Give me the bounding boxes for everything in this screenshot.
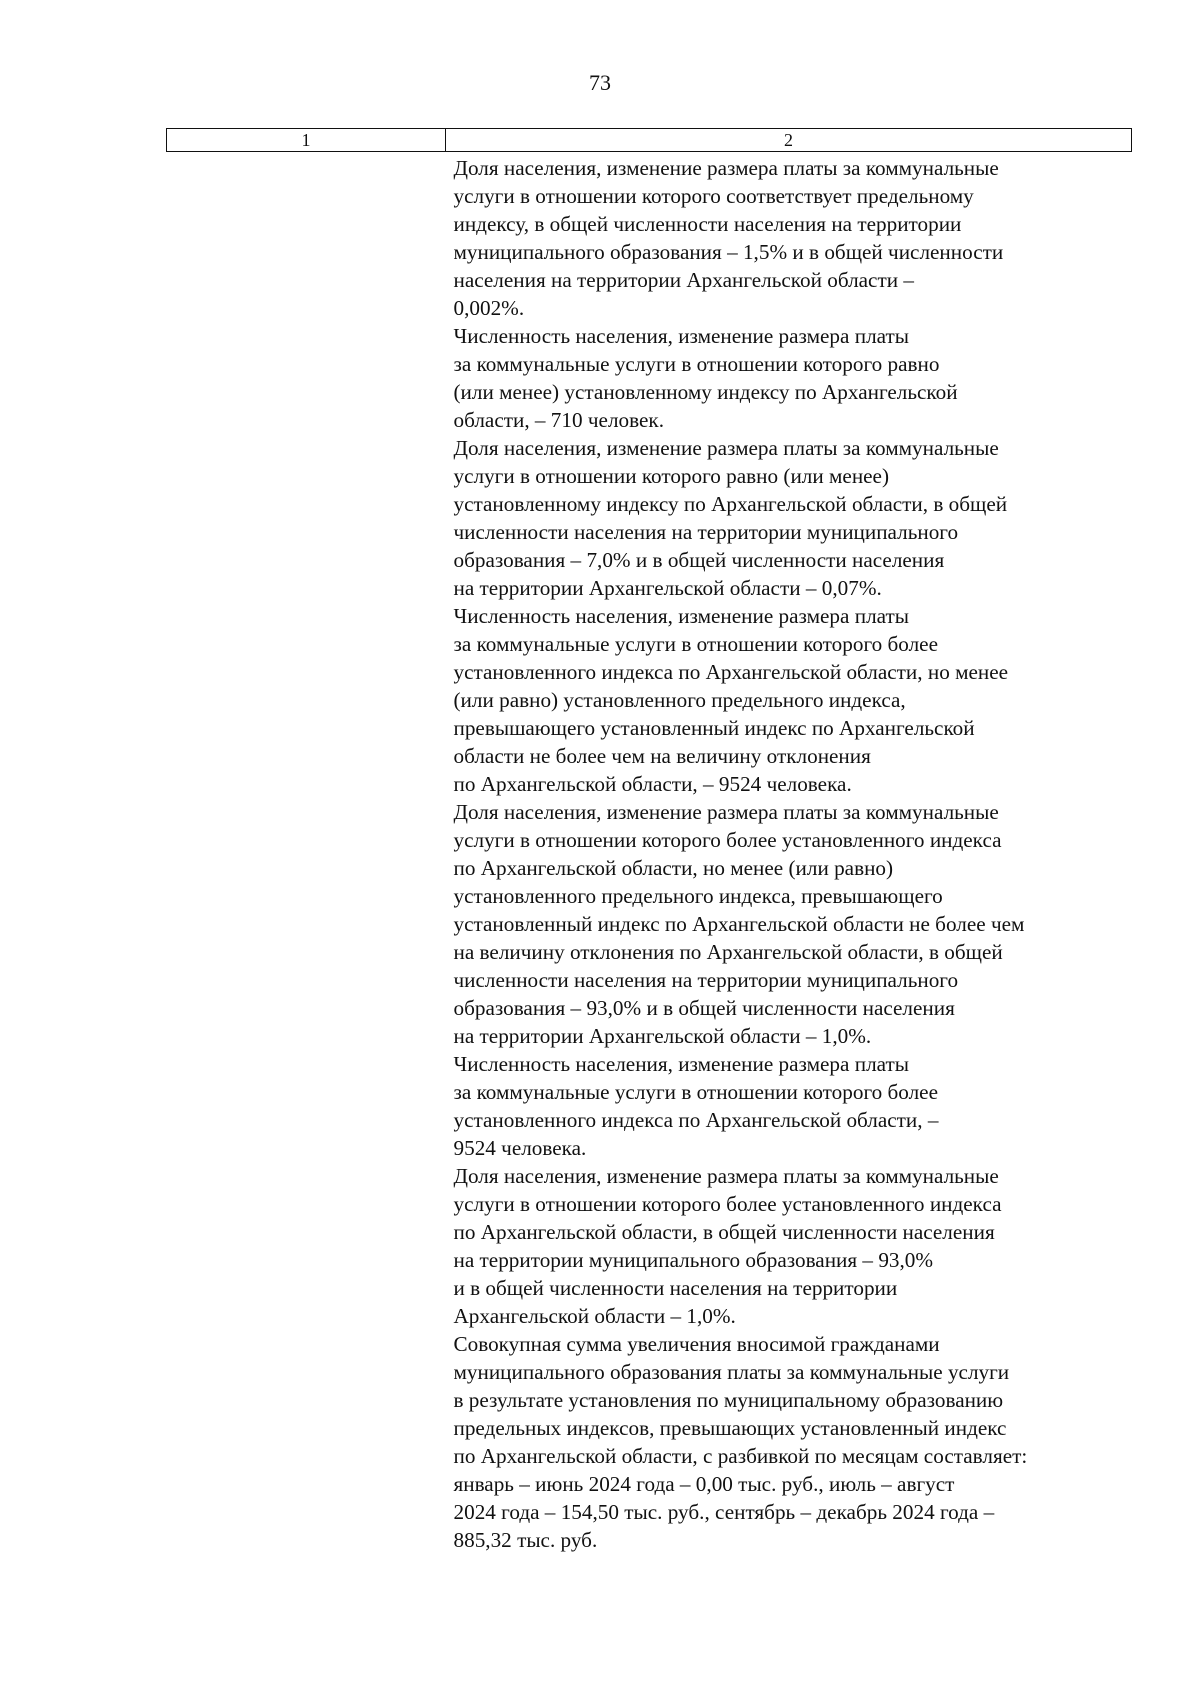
- text-line: установленный индекс по Архангельской области не более чем: [453, 912, 1025, 936]
- text-line: области, – 710 человек.: [453, 408, 664, 432]
- paragraph-population-share-at-limit: [454, 154, 1132, 322]
- text-line: по Архангельской области, в общей численности населения: [453, 1220, 995, 1244]
- text-line: по Архангельской области, с разбивкой по месяцам составляет:: [453, 1444, 1028, 1468]
- text-line: 0,002%.: [453, 296, 525, 320]
- text-line: Доля населения, изменение размера платы за коммунальные: [453, 1164, 999, 1188]
- paragraph-population-share-above-index: [454, 1162, 1132, 1330]
- text-line: образования – 93,0% и в общей численности населения: [453, 996, 955, 1020]
- text-line: Доля населения, изменение размера платы за коммунальные: [453, 436, 999, 460]
- table-row: [167, 152, 1132, 1555]
- text-line: индексу, в общей численности населения на территории: [453, 212, 962, 236]
- text-line: на величину отклонения по Архангельской области, в общей: [453, 940, 1003, 964]
- text-line: за коммунальные услуги в отношении которого равно: [453, 352, 940, 376]
- column-header-1: 1: [167, 129, 446, 152]
- text-line: Совокупная сумма увеличения вносимой гражданами: [453, 1332, 940, 1356]
- text-line: услуги в отношении которого равно (или менее): [453, 464, 890, 488]
- text-line: Численность населения, изменение размера платы: [453, 604, 909, 628]
- text-line: в результате установления по муниципальному образованию: [453, 1388, 1004, 1412]
- text-line: муниципального образования платы за коммунальные услуги: [453, 1360, 1010, 1384]
- text-line: за коммунальные услуги в отношении которого более: [453, 632, 938, 656]
- text-line: численности населения на территории муниципального: [453, 968, 959, 992]
- empty-cell-column-1: [167, 152, 446, 1555]
- text-line: Доля населения, изменение размера платы за коммунальные: [453, 800, 999, 824]
- paragraph-population-share-above-index-within-deviation: [454, 798, 1132, 1050]
- text-line: установленного индекса по Архангельской области, –: [453, 1108, 939, 1132]
- text-line: населения на территории Архангельской области –: [453, 268, 914, 292]
- text-line: численности населения на территории муниципального: [453, 520, 959, 544]
- text-line: услуги в отношении которого более установленного индекса: [453, 1192, 1002, 1216]
- page-number: 73: [589, 70, 611, 95]
- text-line: и в общей численности населения на территории: [453, 1276, 898, 1300]
- content-cell-column-2: [446, 152, 1132, 1555]
- text-line: на территории муниципального образования – 93,0%: [453, 1248, 934, 1272]
- text-line: на территории Архангельской области – 1,0%.: [453, 1024, 872, 1048]
- text-line: превышающего установленный индекс по Архангельской: [453, 716, 975, 740]
- text-line: установленного индекса по Архангельской области, но менее: [453, 660, 1009, 684]
- table-header: [167, 129, 1132, 152]
- text-line: образования – 7,0% и в общей численности населения: [453, 548, 945, 572]
- text-line: 885,32 тыс. руб.: [453, 1528, 598, 1552]
- text-line: установленному индексу по Архангельской области, в общей: [453, 492, 1008, 516]
- paragraph-population-count-above-index: [454, 1050, 1132, 1162]
- text-line: муниципального образования – 1,5% и в общей численности: [453, 240, 1004, 264]
- text-line: январь – июнь 2024 года – 0,00 тыс. руб., июль – август: [453, 1472, 955, 1496]
- text-line: Архангельской области – 1,0%.: [453, 1304, 736, 1328]
- paragraph-population-count-above-index-within-deviation: [454, 602, 1132, 798]
- header-row: [167, 129, 1132, 152]
- text-line: по Архангельской области, – 9524 человека.: [453, 772, 852, 796]
- text-line: услуги в отношении которого соответствует предельному: [453, 184, 974, 208]
- paragraph-population-count-at-or-below-index: [454, 322, 1132, 434]
- text-line: области не более чем на величину отклонения: [453, 744, 871, 768]
- text-line: услуги в отношении которого более установленного индекса: [453, 828, 1002, 852]
- paragraph-population-share-at-or-below-index: [454, 434, 1132, 602]
- text-line: Доля населения, изменение размера платы за коммунальные: [453, 156, 999, 180]
- text-line: (или менее) установленному индексу по Архангельской: [453, 380, 958, 404]
- text-line: предельных индексов, превышающих установленный индекс: [453, 1416, 1007, 1440]
- text-line: Численность населения, изменение размера платы: [453, 1052, 909, 1076]
- text-line: на территории Архангельской области – 0,07%.: [453, 576, 882, 600]
- text-line: по Архангельской области, но менее (или равно): [453, 856, 894, 880]
- text-line: за коммунальные услуги в отношении которого более: [453, 1080, 938, 1104]
- paragraph-total-increase-amount: [454, 1330, 1132, 1554]
- text-line: установленного предельного индекса, превышающего: [453, 884, 943, 908]
- text-line: 9524 человека.: [453, 1136, 587, 1160]
- column-header-2: 2: [446, 129, 1132, 152]
- text-line: Численность населения, изменение размера платы: [453, 324, 909, 348]
- text-line: (или равно) установленного предельного индекса,: [453, 688, 906, 712]
- text-line: 2024 года – 154,50 тыс. руб., сентябрь – декабрь 2024 года –: [453, 1500, 995, 1524]
- document-table: [166, 128, 1132, 1554]
